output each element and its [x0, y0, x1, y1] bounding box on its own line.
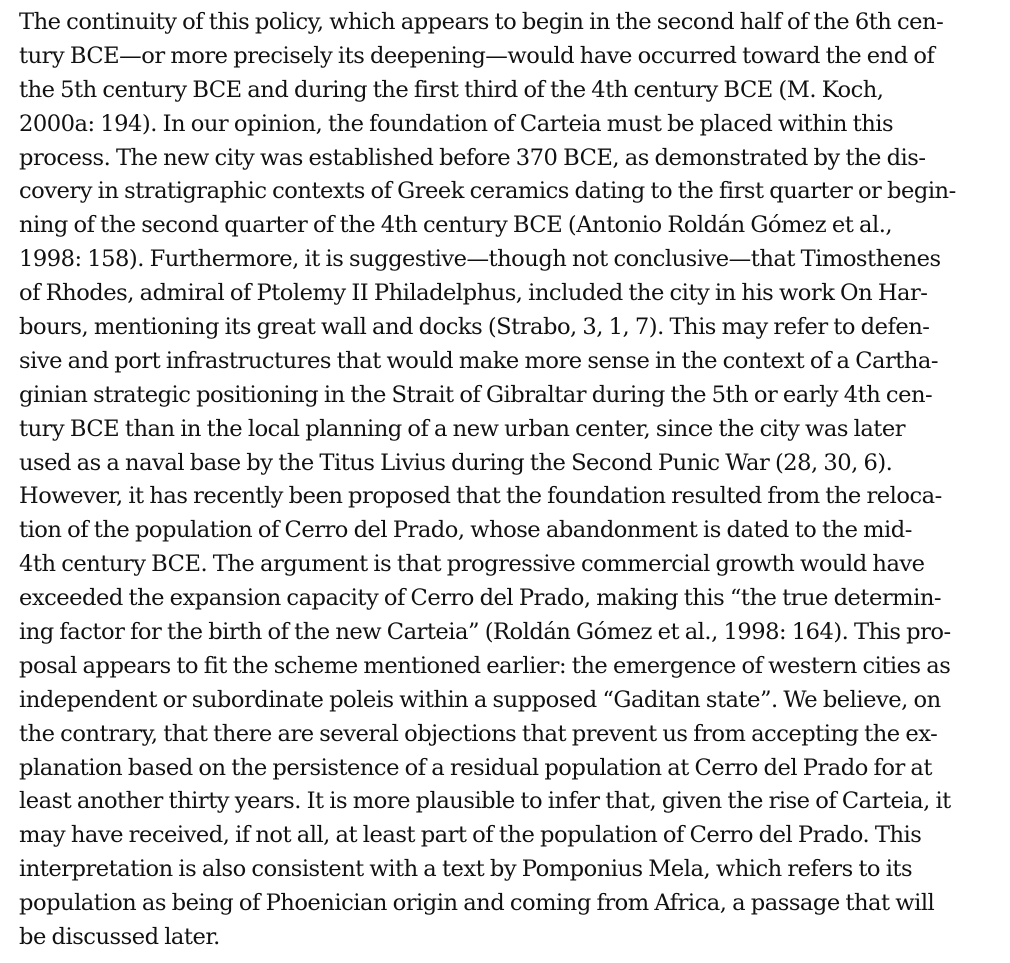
- text-line: interpretation is also consistent with a text by Pomponius Mela, which refers to its: [19, 856, 913, 883]
- text-line: tion of the population of Cerro del Prado, whose abandonment is dated to the mid-: [19, 517, 912, 544]
- text-line: tury BCE than in the local planning of a new urban center, since the city was later: [19, 415, 906, 442]
- text-line: The continuity of this policy, which appears to begin in the second half of the 6th cen-: [19, 9, 944, 35]
- text-line: exceeded the expansion capacity of Cerro del Prado, making this “the true determin-: [19, 585, 942, 612]
- text-line: planation based on the persistence of a residual population at Cerro del Prado for at: [19, 754, 932, 781]
- text-line: 4th century BCE. The argument is that progressive commercial growth would have: [19, 551, 925, 578]
- text-line: be discussed later.: [19, 924, 220, 951]
- body-paragraph: [19, 6, 991, 955]
- text-line: least another thirty years. It is more plausible to infer that, given the rise of Carteia, it: [19, 788, 951, 815]
- text-line: tury BCE—or more precisely its deepening—would have occurred toward the end of: [19, 42, 935, 69]
- text-line: population as being of Phoenician origin and coming from Africa, a passage that will: [19, 890, 935, 917]
- text-line: ginian strategic positioning in the Strait of Gibraltar during the 5th or early 4th cen-: [19, 381, 933, 408]
- text-line: sive and port infrastructures that would make more sense in the context of a Cartha-: [19, 347, 939, 374]
- text-line: independent or subordinate poleis within a supposed “Gaditan state”. We believe, on: [19, 686, 941, 713]
- text-line: ing factor for the birth of the new Carteia” (Roldán Gómez et al., 1998: 164). This pro-: [19, 619, 951, 646]
- text-line: bours, mentioning its great wall and docks (Strabo, 3, 1, 7). This may refer to defen-: [19, 314, 930, 341]
- document-page: [19, 6, 991, 955]
- text-line: 1998: 158). Furthermore, it is suggestive—though not conclusive—that Timosthenes: [19, 246, 941, 273]
- text-line: ning of the second quarter of the 4th century BCE (Antonio Roldán Gómez et al.,: [19, 212, 893, 239]
- text-line: However, it has recently been proposed that the foundation resulted from the reloca-: [19, 483, 942, 510]
- text-line: the 5th century BCE and during the first third of the 4th century BCE (M. Koch,: [19, 76, 884, 103]
- text-line: process. The new city was established before 370 BCE, as demonstrated by the dis-: [19, 144, 926, 171]
- text-line: posal appears to fit the scheme mentioned earlier: the emergence of western cities as: [19, 652, 951, 679]
- text-line: the contrary, that there are several objections that prevent us from accepting the ex-: [19, 720, 938, 747]
- text-line: covery in stratigraphic contexts of Greek ceramics dating to the first quarter or begin-: [19, 178, 956, 205]
- text-line: of Rhodes, admiral of Ptolemy II Philadelphus, included the city in his work On Har-: [19, 280, 928, 307]
- text-line: may have received, if not all, at least part of the population of Cerro del Prado. This: [19, 822, 922, 849]
- text-line: 2000a: 194). In our opinion, the foundation of Carteia must be placed within this: [19, 110, 894, 137]
- text-line: used as a naval base by the Titus Livius during the Second Punic War (28, 30, 6).: [19, 449, 893, 476]
